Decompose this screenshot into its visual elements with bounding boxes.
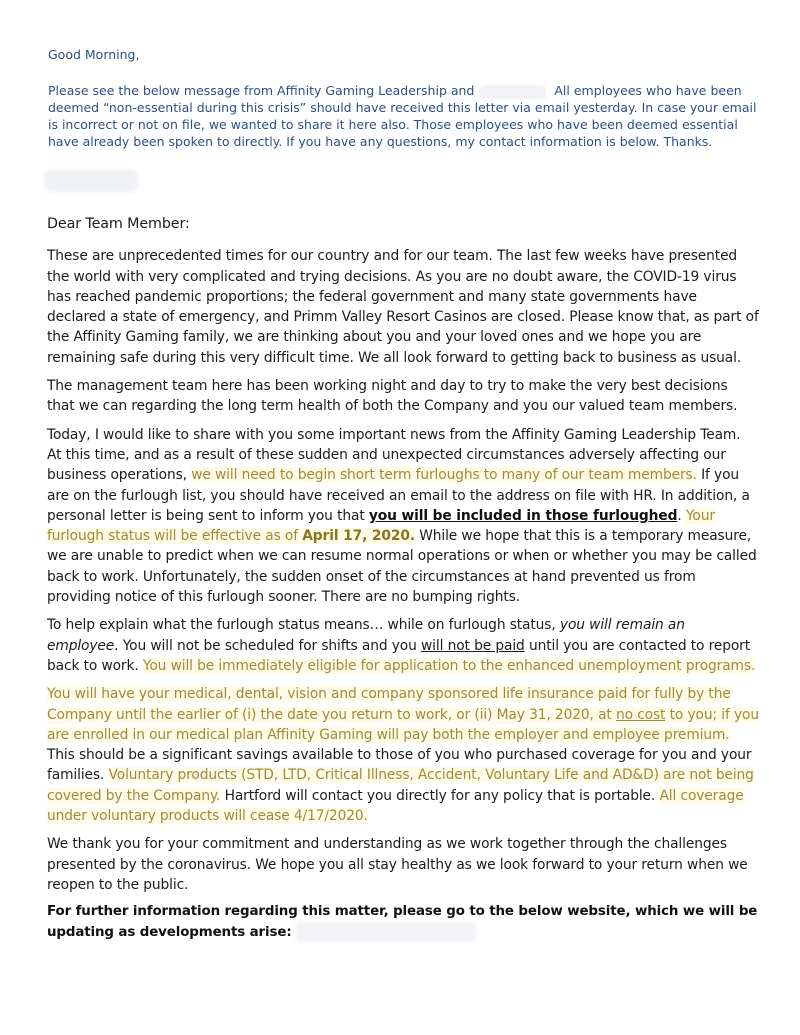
p4-italic-employee: you will remain an employee (47, 617, 685, 654)
p4-text-e: until you are contacted to report back to work. (47, 637, 751, 674)
p5-text-d: This should be a significant savings available to those of you who purchased coverage for you and your families. (47, 747, 752, 784)
p5-underlined-no-cost: no cost (615, 706, 666, 723)
p4-highlight-unemployment: You will be immediately eligible for application to the enhanced unemployment programs. (142, 657, 756, 674)
p3-highlight-effective: Your furlough status will be effective as of (47, 507, 715, 545)
paragraph-4 (47, 615, 759, 676)
p5-highlight-insurance: You will have your medical, dental, vision and company sponsored life insurance paid for fully by the Company until the earlier of (i) the date you return to work, or (ii) May 31, 2020, at (47, 686, 731, 723)
p5-text-f: Hartford will contact you directly for any policy that is portable. (220, 787, 660, 804)
intro-text-part1: Please see the below message from Affinity Gaming Leadership and (48, 83, 475, 98)
p7-text: For further information regarding this matter, please go to the below website, which we will be updating as developments arise: (47, 904, 758, 940)
p3-text-h: While we hope that this is a temporary measure, we are unable to predict when we can resume normal operations or when or whether you may be called back to work. Unfortunately, the sudden onset of the circumstances at hand prevented us from providing notice of this furlough sooner. There are no bumping rights. (47, 528, 757, 606)
p3-text-a: Today, I would like to share with you some important news from the Affinity Gaming Leadership Team. At this time, and as a result of these sudden and unexpected circumstances adversely affecting our business operations, (47, 426, 741, 484)
greeting-text: Good Morning, (48, 47, 140, 62)
p4-text-a: To help explain what the furlough status means… while on furlough status, (47, 617, 560, 634)
p3-highlight-furloughs: we will need to begin short term furloughs to many of our team members. (191, 467, 697, 484)
p5-highlight-coverage-cease: All coverage under voluntary products will cease 4/17/2020. (47, 787, 744, 825)
redacted-signature (44, 170, 138, 192)
p4-text-c: . You will not be scheduled for shifts and you (114, 637, 422, 654)
paragraph-6: We thank you for your commitment and understanding as we work together through the challenges presented by the coronavirus. We hope you all stay healthy as we look forward to your return when we reopen to the public. (47, 836, 748, 893)
p3-text-e: . (677, 507, 686, 524)
paragraph-7 (47, 903, 759, 942)
letter-body (47, 214, 759, 950)
redacted-name-inline (480, 85, 546, 99)
paragraph-3 (47, 425, 759, 608)
intro-paragraph (48, 82, 768, 150)
p3-text-c: If you are on the furlough list, you should have received an email to the address on file with HR. In addition, a personal letter is being sent to inform you that (47, 467, 750, 524)
paragraph-5 (47, 684, 759, 826)
paragraph-1: These are unprecedented times for our country and for our team. The last few weeks have presented the world with very complicated and trying decisions. As you are no doubt aware, the COVID-19 virus has reached pandemic proportions; the federal government and many state governments have declared a state of emergency, and Primm Valley Resort Casinos are closed. Please know that, as part of the Affinity Gaming family, we are thinking about you and your loved ones and we hope you are remaining safe during this very difficult time. We all look forward to getting back to business as usual. (47, 248, 759, 366)
p5-highlight-premium: to you; if you are enrolled in our medical plan Affinity Gaming will pay both the employer and employee premium. (47, 706, 759, 743)
p4-underlined-not-paid: will not be paid (421, 637, 525, 654)
intro-message (48, 82, 768, 150)
intro-greeting (48, 46, 768, 63)
redacted-website (296, 922, 476, 942)
intro-text-part2: All employees who have been deemed “non-essential during this crisis” should have received this letter via email yesterday. In case your email is incorrect or not on file, we wanted to share it here also. Those employees who have been deemed essential have already been spoken to directly. If you have any questions, my contact information is below. Thanks. (48, 83, 757, 149)
p3-underlined-furloughed: you will be included in those furloughed (368, 507, 678, 524)
p5-highlight-voluntary: Voluntary products (STD, LTD, Critical Illness, Accident, Voluntary Life and AD&D) are not being covered by the Company. (47, 767, 754, 804)
p3-effective-date: April 17, 2020. (302, 528, 415, 545)
letter-salutation: Dear Team Member: (47, 216, 190, 232)
paragraph-2: The management team here has been working night and day to try to make the very best decisions that we can regarding the long term health of both the Company and you our valued team members. (47, 378, 738, 415)
